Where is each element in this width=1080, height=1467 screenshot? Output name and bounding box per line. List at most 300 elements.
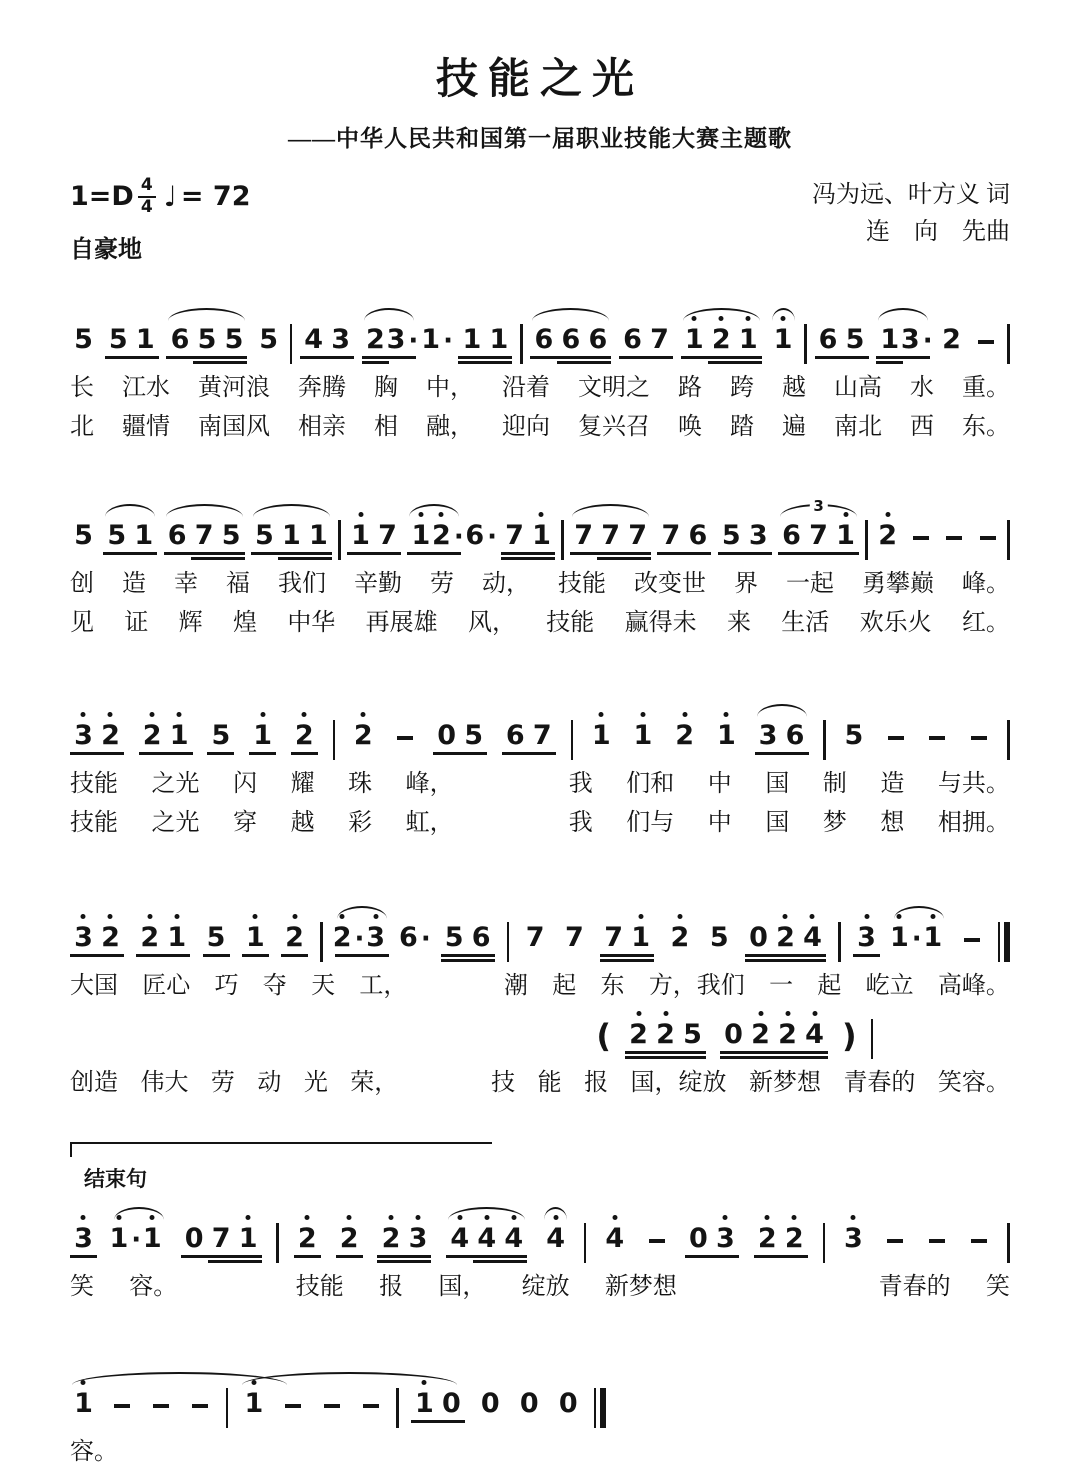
- underline-2: [903, 361, 930, 364]
- note-glyph-row: [706, 922, 733, 952]
- underline-1: [685, 1255, 712, 1258]
- octave-dot: [150, 712, 155, 717]
- lyrics-row: [70, 569, 1010, 599]
- dash-note: [324, 1404, 340, 1408]
- note: [438, 1388, 465, 1428]
- note-digit: 5: [107, 519, 127, 551]
- slur-arc: [166, 504, 243, 517]
- note-glyph-row: [166, 720, 193, 750]
- augmentation-dot: ·: [443, 325, 453, 356]
- octave-dot: [253, 914, 258, 919]
- underline-2: [240, 1425, 267, 1428]
- octave-dot: [599, 712, 604, 717]
- note: [208, 1223, 235, 1263]
- lyric-word: 遍: [782, 413, 806, 440]
- barline: [571, 720, 574, 760]
- note-glyph-row: [745, 922, 772, 952]
- note-glyph-row: [130, 520, 157, 550]
- lyric-word: 跨: [730, 374, 754, 401]
- underline-2: [561, 959, 588, 962]
- note: [681, 324, 708, 364]
- lyric-word: 黄河浪: [198, 374, 270, 401]
- note-group: [619, 324, 673, 364]
- underline-1: [404, 1255, 431, 1258]
- note-digit: 1: [170, 722, 189, 750]
- underline-1: [468, 954, 495, 957]
- note-digit: 7: [532, 719, 552, 751]
- note-glyph-row: [502, 720, 529, 750]
- note: [706, 922, 733, 962]
- note: [432, 519, 464, 560]
- underline-1: [191, 552, 218, 555]
- note-digit: 3: [409, 1225, 428, 1253]
- note-group: [681, 324, 762, 364]
- octave-dot: [361, 712, 366, 717]
- barline: [290, 324, 293, 364]
- note-glyph-row: [542, 1223, 569, 1253]
- note-glyph-row: [433, 720, 460, 750]
- underline-2: [251, 557, 278, 560]
- note: [588, 720, 615, 760]
- lyric-word: 融，: [426, 413, 474, 440]
- underline-1: [745, 954, 772, 957]
- note-digit: 5: [709, 921, 729, 953]
- underline-2: [745, 557, 772, 560]
- note: [924, 720, 951, 760]
- underline-2: [974, 557, 1001, 560]
- music-system: [70, 896, 1010, 1098]
- slur-arc: [105, 504, 155, 517]
- dash-note: [980, 536, 996, 540]
- note-glyph-row: [965, 1223, 992, 1253]
- note: [70, 1223, 97, 1263]
- note-group: [70, 520, 97, 560]
- augmentation-dot: ·: [420, 923, 431, 954]
- note-glyph-row: [657, 520, 684, 550]
- underline-1: [601, 1255, 628, 1258]
- underline-2: [959, 959, 986, 962]
- underline-1: [235, 1255, 262, 1258]
- note-group: [181, 1223, 262, 1263]
- note-glyph-row: [207, 720, 234, 750]
- lyrics-row: [70, 808, 1010, 838]
- note-glyph-row: [832, 520, 859, 550]
- underline-1: [624, 552, 651, 555]
- note: [460, 720, 487, 760]
- underline-1: [657, 552, 684, 555]
- note-digit: 1: [74, 1390, 93, 1418]
- lyric-word: 改变世: [634, 570, 706, 597]
- lyric-word: 相拥。: [937, 809, 1010, 836]
- note-glyph-row: [874, 520, 901, 550]
- underline-2: [460, 757, 487, 760]
- underline-2: [778, 557, 805, 560]
- lyric-word: 报: [584, 1069, 609, 1096]
- note: [625, 1019, 652, 1059]
- underline-1: [377, 1255, 404, 1258]
- dash-note: [888, 736, 904, 740]
- note-digit: 6: [623, 323, 642, 355]
- underline-2: [193, 361, 220, 364]
- note: [555, 1388, 582, 1428]
- underline-2: [70, 557, 97, 560]
- note-glyph-row: [191, 520, 218, 550]
- quarter-note-icon: ♩: [163, 180, 177, 214]
- underline-1: [782, 752, 809, 755]
- octave-dot: [81, 1215, 86, 1220]
- underline-2: [249, 757, 276, 760]
- note: [584, 324, 611, 364]
- underline-1: [745, 552, 772, 555]
- note: [70, 720, 97, 760]
- note-glyph-row: [666, 922, 693, 952]
- lyric-word: 峰，: [405, 770, 454, 797]
- note-glyph-row: [805, 520, 832, 550]
- note-digit: 2: [712, 326, 731, 354]
- note-digit: 5: [683, 1018, 702, 1050]
- note-group: [109, 1388, 136, 1428]
- underline-1: [411, 1420, 438, 1423]
- note-group: [357, 1388, 384, 1428]
- underline-1: [278, 552, 305, 555]
- note-glyph-row: [557, 324, 584, 354]
- underline-1: [959, 954, 986, 957]
- note: [70, 520, 97, 560]
- underline-1: [407, 552, 434, 555]
- note: [805, 520, 832, 560]
- note-group: [207, 720, 234, 760]
- underline-2: [681, 361, 708, 364]
- note-digit: 6: [465, 519, 485, 551]
- underline-2: [646, 361, 673, 364]
- underline-2: [774, 1056, 801, 1059]
- note-digit: 1: [245, 1390, 264, 1418]
- note-glyph-row: [671, 720, 698, 750]
- underline-2: [279, 1425, 306, 1428]
- underline-2: [840, 1260, 867, 1263]
- note: [745, 520, 772, 560]
- note-group: [570, 520, 651, 560]
- key-signature: [70, 177, 251, 217]
- note-glyph-row: [70, 520, 97, 550]
- score-lower-systems: [70, 1197, 1010, 1467]
- lyric-word: 起: [552, 972, 577, 999]
- underline-1: [446, 1255, 473, 1258]
- lyric-word: 新梦想: [604, 1273, 677, 1300]
- note: [919, 922, 946, 962]
- underline-1: [908, 552, 935, 555]
- note: [132, 324, 159, 364]
- lyric-word: 珠: [348, 770, 373, 797]
- underline-2: [685, 1260, 712, 1263]
- slur-arc: [894, 906, 944, 919]
- note-digit: 3: [74, 722, 93, 750]
- note-glyph-row: [643, 1223, 670, 1253]
- note-group: [377, 1223, 431, 1263]
- note-glyph-row: [652, 1019, 679, 1049]
- note: [900, 323, 933, 364]
- note-digit: 5: [255, 519, 274, 551]
- note-digit: 1: [880, 323, 900, 355]
- note: [441, 922, 468, 962]
- underline-2: [305, 557, 332, 560]
- underline-1: [718, 552, 745, 555]
- lyric-word: 一: [769, 972, 794, 999]
- note-glyph-row: [70, 324, 97, 354]
- final-barline-thick: [600, 1388, 606, 1428]
- dash-note: [153, 1404, 169, 1408]
- note-group: [251, 520, 332, 560]
- note: [745, 922, 772, 962]
- lyric-word: 闪: [233, 770, 258, 797]
- note: [300, 324, 327, 364]
- note-glyph-row: [281, 922, 308, 952]
- note-glyph-row: [815, 324, 842, 354]
- note-glyph-row: [601, 1223, 628, 1253]
- note: [187, 1388, 214, 1428]
- underline-2: [966, 757, 993, 760]
- lyric-word: 天: [311, 972, 336, 999]
- underline-2: [882, 757, 909, 760]
- note: [251, 520, 278, 560]
- note-digit: 6: [561, 323, 581, 355]
- note-glyph-row: [919, 922, 946, 952]
- note-glyph-row: [966, 720, 993, 750]
- lyric-word: 伟大: [140, 1069, 189, 1096]
- note-glyph-row: [404, 1223, 431, 1253]
- underline-1: [166, 356, 193, 359]
- barline: [584, 1223, 587, 1263]
- note-glyph-row: [924, 1223, 951, 1253]
- barline: [1007, 720, 1010, 760]
- note-digit: 2: [432, 522, 451, 550]
- underline-1: [70, 954, 97, 957]
- underline-2: [770, 361, 797, 364]
- note: [874, 520, 901, 560]
- note-digit: 5: [74, 519, 93, 551]
- underline-1: [441, 954, 468, 957]
- lyrics-row: [70, 1272, 1010, 1302]
- note-digit: 2: [366, 323, 385, 355]
- note-group: [842, 1016, 857, 1059]
- note-glyph-row: [460, 720, 487, 750]
- underline-2: [555, 1425, 582, 1428]
- note-group: [164, 520, 245, 560]
- note-glyph-row: [600, 922, 627, 952]
- underline-2: [643, 1260, 670, 1263]
- lyric-word: 技能: [70, 770, 118, 797]
- music-row: [70, 1362, 606, 1428]
- note-glyph-row: [840, 1223, 867, 1253]
- note-digit: 7: [378, 519, 397, 551]
- lyric-word: 起: [817, 972, 842, 999]
- underline-2: [468, 959, 495, 962]
- octave-dot: [260, 712, 265, 717]
- underline-1: [70, 552, 97, 555]
- underline-1: [389, 356, 416, 359]
- note-glyph-row: [516, 1388, 543, 1418]
- underline-1: [627, 954, 654, 957]
- note: [465, 519, 498, 560]
- note-digit: 6: [782, 519, 801, 551]
- underline-1: [974, 552, 1001, 555]
- note-digit: 5: [108, 323, 128, 355]
- underline-2: [502, 757, 529, 760]
- underline-1: [485, 356, 512, 359]
- underline-2: [208, 1260, 235, 1263]
- note: [242, 922, 269, 962]
- note-glyph-row: [166, 324, 193, 354]
- note: [291, 720, 318, 760]
- lyric-word: 相: [374, 413, 398, 440]
- note: [240, 1388, 267, 1428]
- underline-2: [404, 1260, 431, 1263]
- lyric-word: 想: [880, 809, 905, 836]
- underline-2: [424, 361, 451, 364]
- note-digit: 5: [221, 519, 241, 551]
- lyric-word: 梦: [822, 809, 847, 836]
- note: [627, 922, 654, 962]
- note-digit: 3: [331, 323, 351, 355]
- note-glyph-row: [528, 520, 555, 550]
- note: [350, 720, 377, 760]
- underline-1: [973, 356, 1000, 359]
- underline-2: [438, 1425, 465, 1428]
- note: [377, 1223, 404, 1263]
- underline-2: [805, 557, 832, 560]
- note-glyph-row: [386, 323, 419, 356]
- note-group: [966, 720, 993, 760]
- note: [109, 1222, 142, 1263]
- note-glyph-row: [362, 324, 389, 354]
- music-row: [70, 298, 1010, 364]
- note-digit: 2: [101, 722, 120, 750]
- note: [666, 922, 693, 962]
- underline-1: [597, 552, 624, 555]
- octave-dot: [108, 712, 113, 717]
- note-glyph-row: [720, 1019, 747, 1049]
- lyric-word: 匠心: [142, 972, 191, 999]
- lyric-word: 山高: [834, 374, 882, 401]
- note: [357, 1388, 384, 1428]
- underline-2: [706, 959, 733, 962]
- note-digit: 6: [785, 719, 805, 751]
- dash-note: [946, 536, 962, 540]
- augmentation-dot: ·: [487, 521, 498, 552]
- note-glyph-row: [103, 520, 130, 550]
- lyric-word: 疆情: [122, 413, 170, 440]
- note: [629, 720, 656, 760]
- song-subtitle: ——中华人民共和国第一届职业技能大赛主题歌: [288, 126, 792, 151]
- note-glyph-row: [327, 324, 354, 354]
- note-digit: 2: [285, 924, 304, 952]
- note-glyph-row: [708, 324, 735, 354]
- underline-2: [747, 1056, 774, 1059]
- underline-1: [903, 356, 930, 359]
- lyric-word: 技能: [70, 809, 118, 836]
- underline-1: [832, 552, 859, 555]
- octave-dot: [758, 1011, 763, 1016]
- lyrics-row: [70, 971, 1010, 1001]
- lyric-word: 踏: [730, 413, 754, 440]
- note-digit: 7: [211, 1222, 231, 1254]
- note-group: [203, 922, 230, 962]
- note-glyph-row: [781, 1223, 808, 1253]
- triplet-number: 3: [809, 497, 827, 515]
- underline-1: [557, 356, 584, 359]
- note-digit: 1: [717, 722, 736, 750]
- underline-2: [924, 757, 951, 760]
- note-group: [255, 324, 282, 364]
- underline-2: [619, 361, 646, 364]
- note: [712, 1223, 739, 1263]
- barline: [804, 324, 807, 364]
- note-digit: 3: [74, 924, 93, 952]
- barline: [1007, 520, 1010, 560]
- note: [684, 520, 711, 560]
- underline-1: [424, 356, 451, 359]
- underline-1: [97, 752, 124, 755]
- underline-2: [530, 361, 557, 364]
- note-digit: 6: [588, 323, 608, 355]
- underline-1: [291, 752, 318, 755]
- note: [305, 520, 332, 560]
- note-glyph-row: [399, 921, 431, 954]
- lyric-word: 欢乐火: [859, 609, 932, 636]
- underline-1: [772, 954, 799, 957]
- octave-dot: [302, 712, 307, 717]
- note: [842, 324, 869, 364]
- lyric-word: 高峰。: [937, 972, 1010, 999]
- lyric-word: 福: [226, 570, 250, 597]
- underline-2: [70, 1425, 97, 1428]
- note-glyph-row: [627, 922, 654, 952]
- note: [255, 324, 282, 364]
- note-glyph-row: [220, 324, 247, 354]
- note: [973, 324, 1000, 364]
- note-glyph-row: [876, 324, 903, 354]
- dash-note: [971, 1239, 987, 1243]
- note-group: [465, 519, 498, 560]
- underline-1: [671, 752, 698, 755]
- note-glyph-row: [181, 1223, 208, 1253]
- octave-dot: [415, 1215, 420, 1220]
- note-glyph-row: [755, 720, 782, 750]
- note-glyph-row: [97, 922, 124, 952]
- note-digit: 1: [135, 323, 155, 355]
- underline-2: [468, 557, 495, 560]
- underline-2: [908, 557, 935, 560]
- note-glyph-row: [278, 520, 305, 550]
- note-glyph-row: [208, 1223, 235, 1253]
- note: [386, 323, 419, 364]
- underline-2: [103, 557, 130, 560]
- underline-1: [374, 552, 401, 555]
- underline-2: [377, 1260, 404, 1263]
- underline-2: [318, 1425, 345, 1428]
- note-glyph-row: [882, 1223, 909, 1253]
- underline-2: [362, 959, 389, 962]
- music-row: [70, 1197, 1010, 1263]
- note: [908, 520, 935, 560]
- underline-2: [281, 959, 308, 962]
- rest-digit: 0: [441, 1387, 461, 1419]
- underline-2: [70, 959, 97, 962]
- underline-1: [570, 552, 597, 555]
- lyric-word: 南国风: [198, 413, 270, 440]
- lyric-word: 技: [491, 1069, 516, 1096]
- music-row: [70, 694, 1010, 760]
